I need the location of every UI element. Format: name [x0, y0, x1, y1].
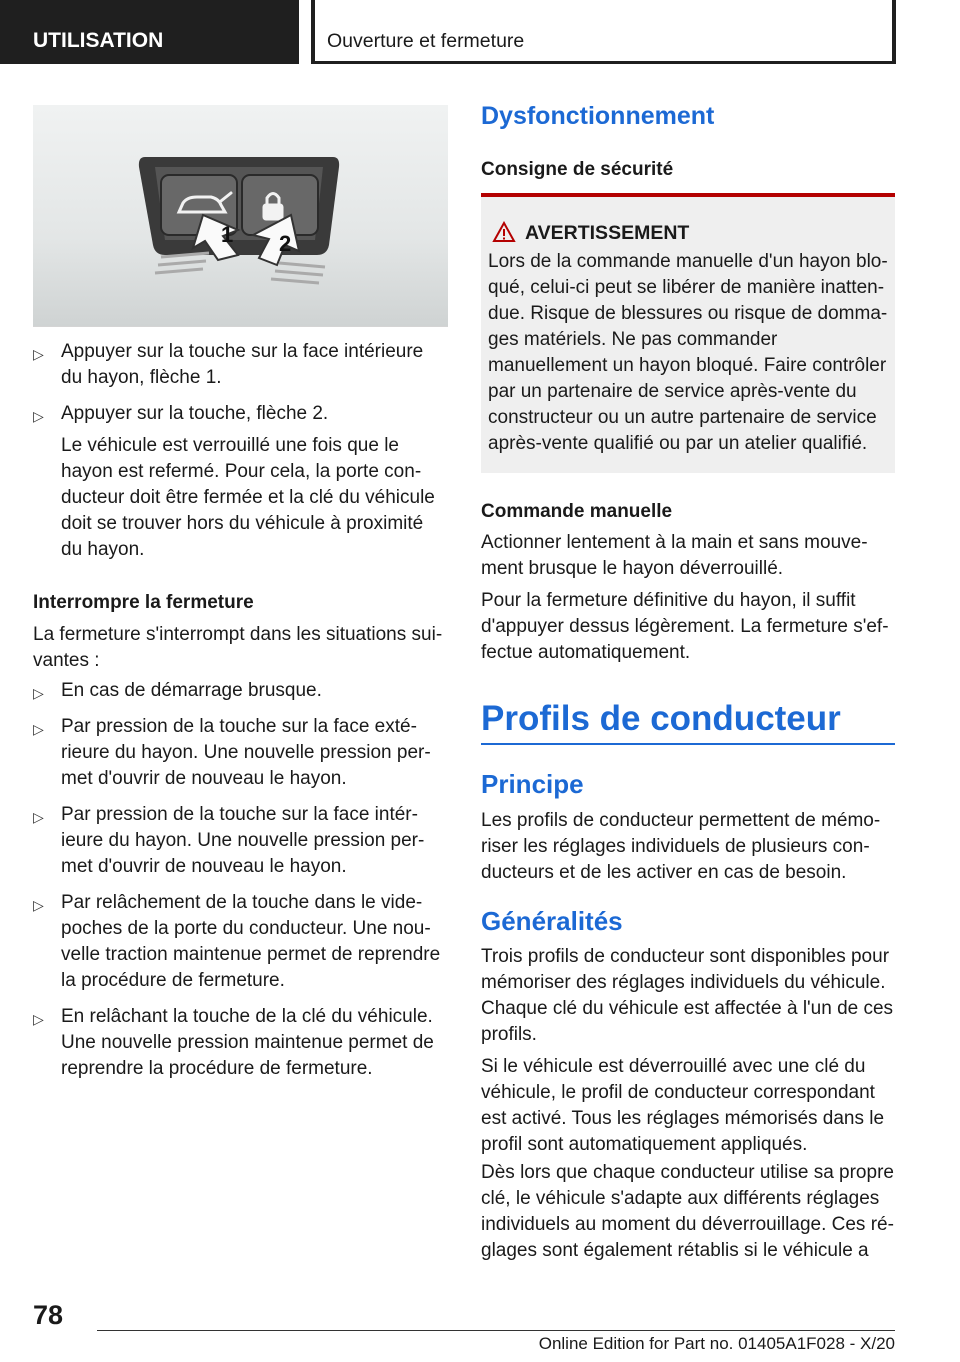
bullet-triangle-icon: ▷	[33, 346, 44, 362]
footer-edition: Online Edition for Part no. 01405A1F028 - X/20	[538, 1334, 895, 1353]
list-item: ▷ Par relâchement de la touche dans le vide-poches de la porte du conducteur. Une nouvelle traction maintenue permet de reprendre la procédure de fermeture.	[33, 892, 441, 991]
header-chapter	[311, 0, 896, 64]
interrupt-list	[33, 678, 448, 1082]
warning-box	[481, 193, 895, 473]
list-item: ▷ Par pression de la touche sur la face extérieure du hayon. Une nouvelle pression permet d'ouvrir de nouveau le hayon.	[33, 716, 431, 789]
bullet-triangle-icon: ▷	[33, 897, 44, 913]
warning-title: AVERTISSEMENT	[525, 222, 690, 244]
list-item: ▷ En cas de démarrage brusque.	[33, 678, 448, 704]
profiles-title: Profils de conducteur	[481, 699, 841, 738]
title-rule	[481, 743, 895, 745]
general-paragraph-1: Trois profils de conducteur sont disponibles pour mémoriser des réglages individuels du véhicule. Chaque clé du véhicule est affectée à l'un de ces profils.	[481, 946, 894, 1045]
principle-title: Principe	[481, 769, 584, 799]
general-paragraph-3: Dès lors que chaque conducteur utilise sa propre clé, le véhicule s'adapte aux différents réglages individuels au moment du déverrouillage. Ces réglages sont également rétablis si le véhicule a	[481, 1162, 894, 1261]
general-paragraph-2: Si le véhicule est déverrouillé avec une clé du véhicule, le profil de conducteur correspondant est activé. Tous les réglages mémorisés dans le profil sont automatiquement appliqués.	[481, 1056, 885, 1155]
interrupt-intro: La fermeture s'interrompt dans les situations suivantes :	[33, 624, 443, 671]
arrow-label-2: 2	[279, 231, 292, 256]
bullet-triangle-icon: ▷	[33, 685, 44, 701]
warning-triangle-icon	[492, 221, 516, 243]
principle-text: Les profils de conducteur permettent de mémoriser les réglages individuels de plusieurs conducteurs et de les activer en cas de besoin.	[481, 810, 881, 883]
tailgate-buttons-illustration	[33, 105, 448, 326]
header-chapter-label: Ouverture et fermeture	[327, 30, 525, 52]
tailgate-buttons-figure	[33, 105, 448, 327]
page-number: 78	[33, 1300, 64, 1330]
bullet-triangle-icon: ▷	[33, 1011, 44, 1027]
header-section	[0, 0, 299, 64]
general-title: Généralités	[481, 906, 623, 936]
list-item: ▷ En relâchant la touche de la clé du véhicule. Une nouvelle pression maintenue permet de reprendre la procédure de fermeture.	[33, 1006, 434, 1079]
manual-heading: Commande manuelle	[481, 501, 673, 522]
list-item: ▷ Appuyer sur la touche sur la face intérieure du hayon, flèche 1.	[33, 341, 424, 388]
open-close-steps	[33, 339, 448, 563]
malfunction-title: Dysfonctionnement	[481, 102, 715, 130]
manual-paragraph-2: Pour la fermeture définitive du hayon, il suffit d'appuyer dessus légèrement. La fermeture s'effectue automatiquement.	[481, 590, 889, 663]
interrupt-heading: Interrompre la fermeture	[33, 592, 254, 613]
bullet-triangle-icon: ▷	[33, 809, 44, 825]
safety-heading: Consigne de sécurité	[481, 159, 674, 180]
footer-rule	[97, 1330, 895, 1331]
warning-text: Lors de la commande manuelle d'un hayon bloqué, celui-ci peut se libérer de manière inattendue. Risque de blessures ou risque de dommages matériels. Ne pas commander manuellement un hayon bloqué. Faire contrôler par un partenaire de service après-vente du constructeur ou un autre partenaire de service après-vente qualifié ou par un atelier qualifié.	[488, 251, 888, 454]
bullet-triangle-icon: ▷	[33, 721, 44, 737]
list-item: ▷ Par pression de la touche sur la face intérieure du hayon. Une nouvelle pression permet d'ouvrir de nouveau le hayon.	[33, 804, 425, 877]
header-section-label: UTILISATION	[33, 29, 164, 52]
list-item: ▷ Appuyer sur la touche, flèche 2.	[33, 401, 448, 427]
list-item-note: Le véhicule est verrouillé une fois que le hayon est refermé. Pour cela, la porte conducteur doit être fermée et la clé du véhicule doit se trouver hors du véhicule à proximité du hayon.	[61, 435, 435, 560]
arrow-label-1: 1	[221, 222, 234, 247]
bullet-triangle-icon: ▷	[33, 408, 44, 424]
manual-paragraph-1: Actionner lentement à la main et sans mouvement brusque le hayon déverrouillé.	[481, 532, 868, 579]
